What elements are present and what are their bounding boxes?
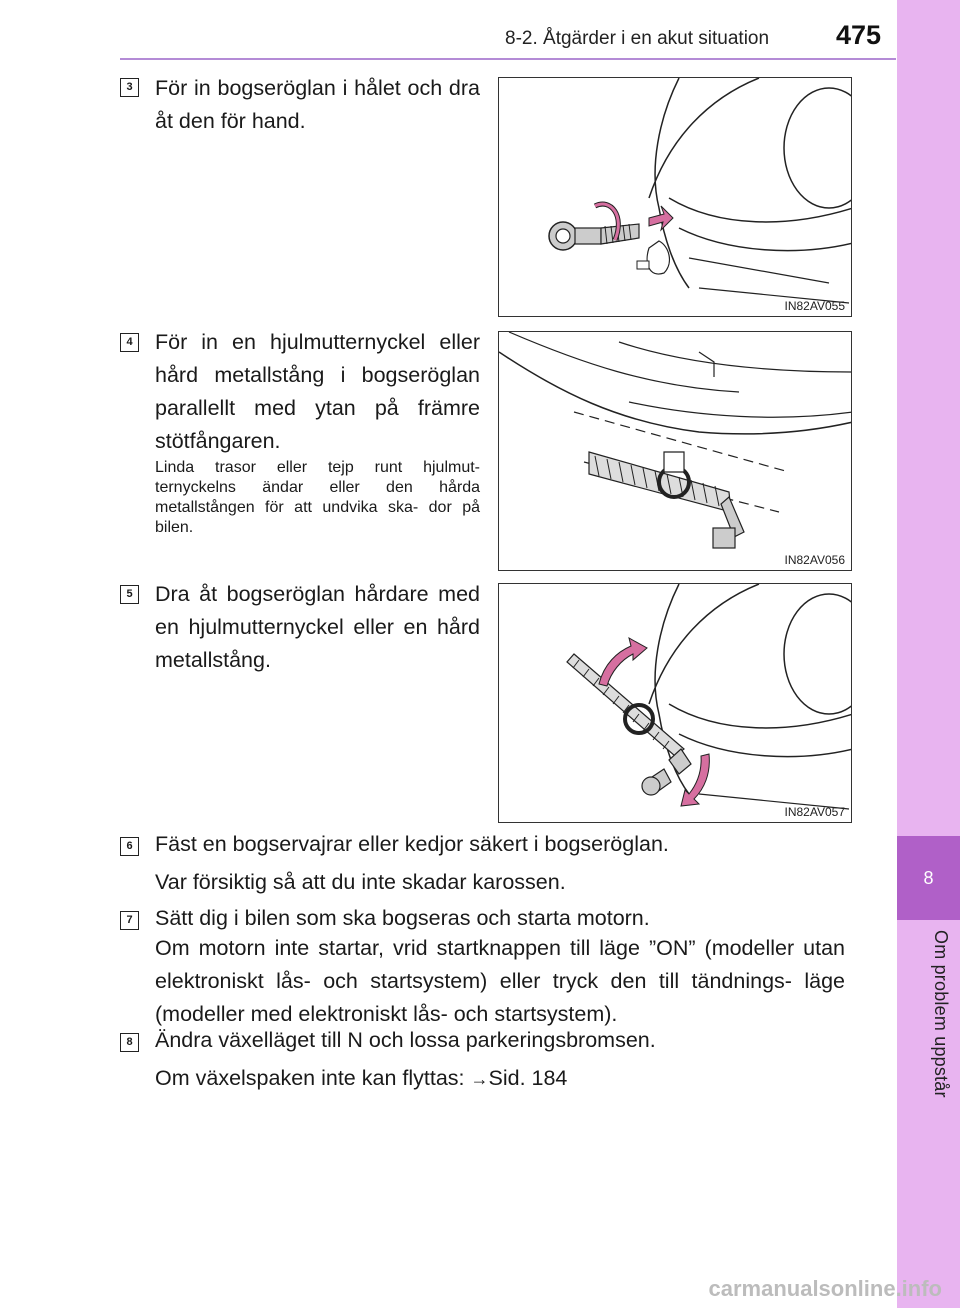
step-6-line-2: Var försiktig så att du inte skadar karossen. <box>155 870 566 894</box>
chapter-number: 8 <box>897 836 960 920</box>
figure-towing-eye-insert <box>498 77 852 317</box>
step-4-note: Linda trasor eller tejp runt hjulmut- ternyckelns ändar eller den hårda metallstången för att undvika ska- dor på bilen. <box>155 459 480 536</box>
tighten-eye-illustration <box>499 584 852 823</box>
step-number-8: 8 <box>120 1033 139 1052</box>
watermark: carmanualsonline.info <box>708 1276 942 1301</box>
figure-tighten-eye <box>498 583 852 823</box>
chapter-side-tab <box>897 0 960 1308</box>
step-8-line-1: Ändra växelläget till N och lossa parkeringsbromsen. <box>155 1028 656 1052</box>
step-number-6: 6 <box>120 837 139 856</box>
step-3-text: För in bogseröglan i hålet och dra åt den för hand. <box>155 76 480 133</box>
step-8-line-2 <box>155 1062 845 1096</box>
figure-code: IN82AV055 <box>784 299 845 313</box>
step-number-3: 3 <box>120 78 139 97</box>
step-4-text: För in en hjulmutternyckel eller hård metallstång i bogseröglan parallellt med ytan på främre stötfångaren. <box>155 330 480 453</box>
step-7-line-1: Sätt dig i bilen som ska bogseras och starta motorn. <box>155 906 650 930</box>
step-7-line-2: Om motorn inte startar, vrid startknappen till läge ”ON” (modeller utan elektroniskt lås- och startsystem) eller tryck den till tändnings- läge (modeller med elektroniskt lås- och startsystem). <box>155 936 845 1026</box>
towing-eye-illustration <box>499 78 852 317</box>
step-8-prefix: Om växelspaken inte kan flyttas: <box>155 1066 465 1090</box>
page-number: 475 <box>836 20 882 50</box>
figure-code: IN82AV056 <box>784 553 845 567</box>
figure-code: IN82AV057 <box>784 805 845 819</box>
step-6-line-1: Fäst en bogservajrar eller kedjor säkert i bogseröglan. <box>155 832 669 856</box>
chapter-title: Om problem uppstår <box>931 930 951 1098</box>
step-number-5: 5 <box>120 585 139 604</box>
section-title: 8-2. Åtgärder i en akut situation <box>505 28 770 49</box>
header-rule <box>120 58 896 60</box>
step-number-4: 4 <box>120 333 139 352</box>
wrench-insert-illustration <box>499 332 852 571</box>
figure-wrench-insert <box>498 331 852 571</box>
arrow-right-icon: → <box>470 1069 489 1089</box>
step-number-7: 7 <box>120 911 139 930</box>
page-reference-link[interactable]: Sid. 184 <box>488 1066 568 1090</box>
step-5-text: Dra åt bogseröglan hårdare med en hjulmutternyckel eller en hård metallstång. <box>155 582 480 672</box>
